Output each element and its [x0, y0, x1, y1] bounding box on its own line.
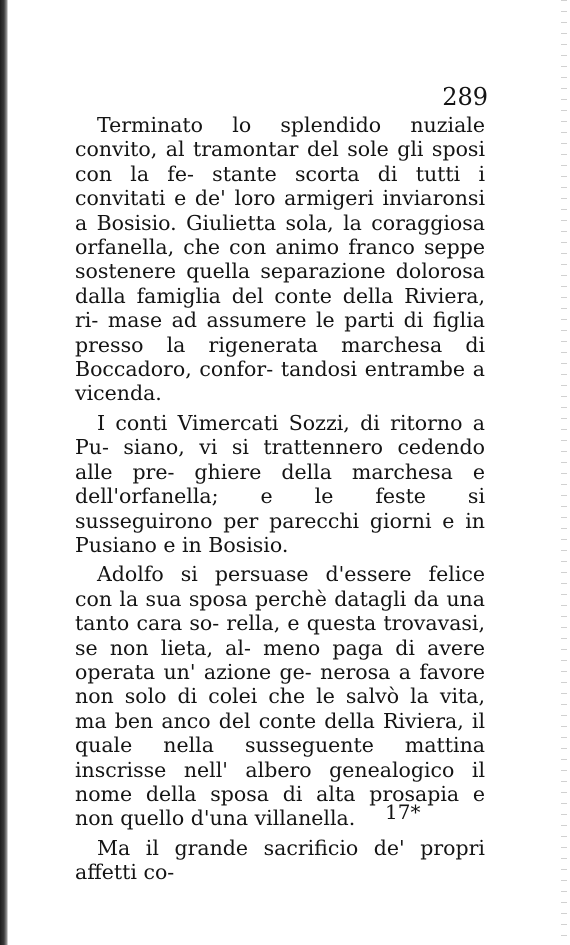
- text-line: nerosa a favore non solo di colei che le: [75, 659, 486, 709]
- text-line: feste si susseguirono per parecchi giorni e: [75, 484, 486, 533]
- text-line: salvò la vita, ma ben anco del conte della: [75, 684, 486, 733]
- text-line: della sposa di alta prosapia e non quello: [75, 781, 485, 831]
- text-line: rella, e questa trovavasi, se non lieta, al-: [75, 611, 486, 660]
- text-line: I conti Vimercati Sozzi, di ritorno a Pu-: [75, 410, 485, 460]
- text-line: al tramontar del sole gli sposi con la fe-: [75, 137, 485, 186]
- binding-edge: [0, 0, 8, 945]
- paragraph: [75, 836, 485, 885]
- paragraph: [75, 113, 485, 406]
- text-line: Ma il grande sacrificio de' propri affetti co-: [75, 835, 485, 885]
- page-number: 289: [442, 83, 488, 111]
- body-text: [75, 113, 485, 890]
- text-line: stante scorta di tutti i convitati e de' loro: [75, 161, 485, 211]
- page-edge-speckles: [561, 0, 567, 945]
- text-line: d'una villanella.: [190, 806, 356, 831]
- text-line: siano, vi si trattennero cedendo alle pre-: [75, 435, 485, 484]
- text-line: Terminato lo splendido nuziale convito,: [75, 113, 485, 162]
- text-line: ghiere della marchesa e dell'orfanella; e le: [75, 459, 486, 509]
- text-line: dalla famiglia del conte della Riviera, ri-: [75, 283, 485, 333]
- text-line: sposa perchè datagli da una tanto cara so-: [75, 586, 485, 636]
- text-line: Riviera, il quale nella susseguente mattina: [75, 708, 485, 758]
- text-line: armigeri inviaronsi a Bosisio. Giulietta sola,: [75, 186, 486, 235]
- text-line: seppe sostenere quella separazione dolorosa: [75, 235, 485, 284]
- paragraph: [75, 411, 485, 557]
- text-line: in Pusiano e in Bosisio.: [75, 508, 485, 557]
- text-line: la coraggiosa orfanella, che con animo franco: [75, 210, 485, 260]
- paragraph: [75, 562, 485, 830]
- text-line: meno paga di avere operata un' azione ge-: [75, 635, 485, 684]
- text-line: inscrisse nell' albero genealogico il nome: [75, 757, 485, 806]
- text-line: Adolfo si persuase d'essere felice con la sua: [75, 562, 485, 611]
- signature-mark: 17*: [385, 800, 421, 824]
- text-line: la rigenerata marchesa di Boccadoro, confor-: [75, 332, 486, 382]
- text-line: mase ad assumere le parti di figlia presso: [75, 308, 485, 357]
- text-line: tandosi entrambe a vicenda.: [75, 357, 485, 406]
